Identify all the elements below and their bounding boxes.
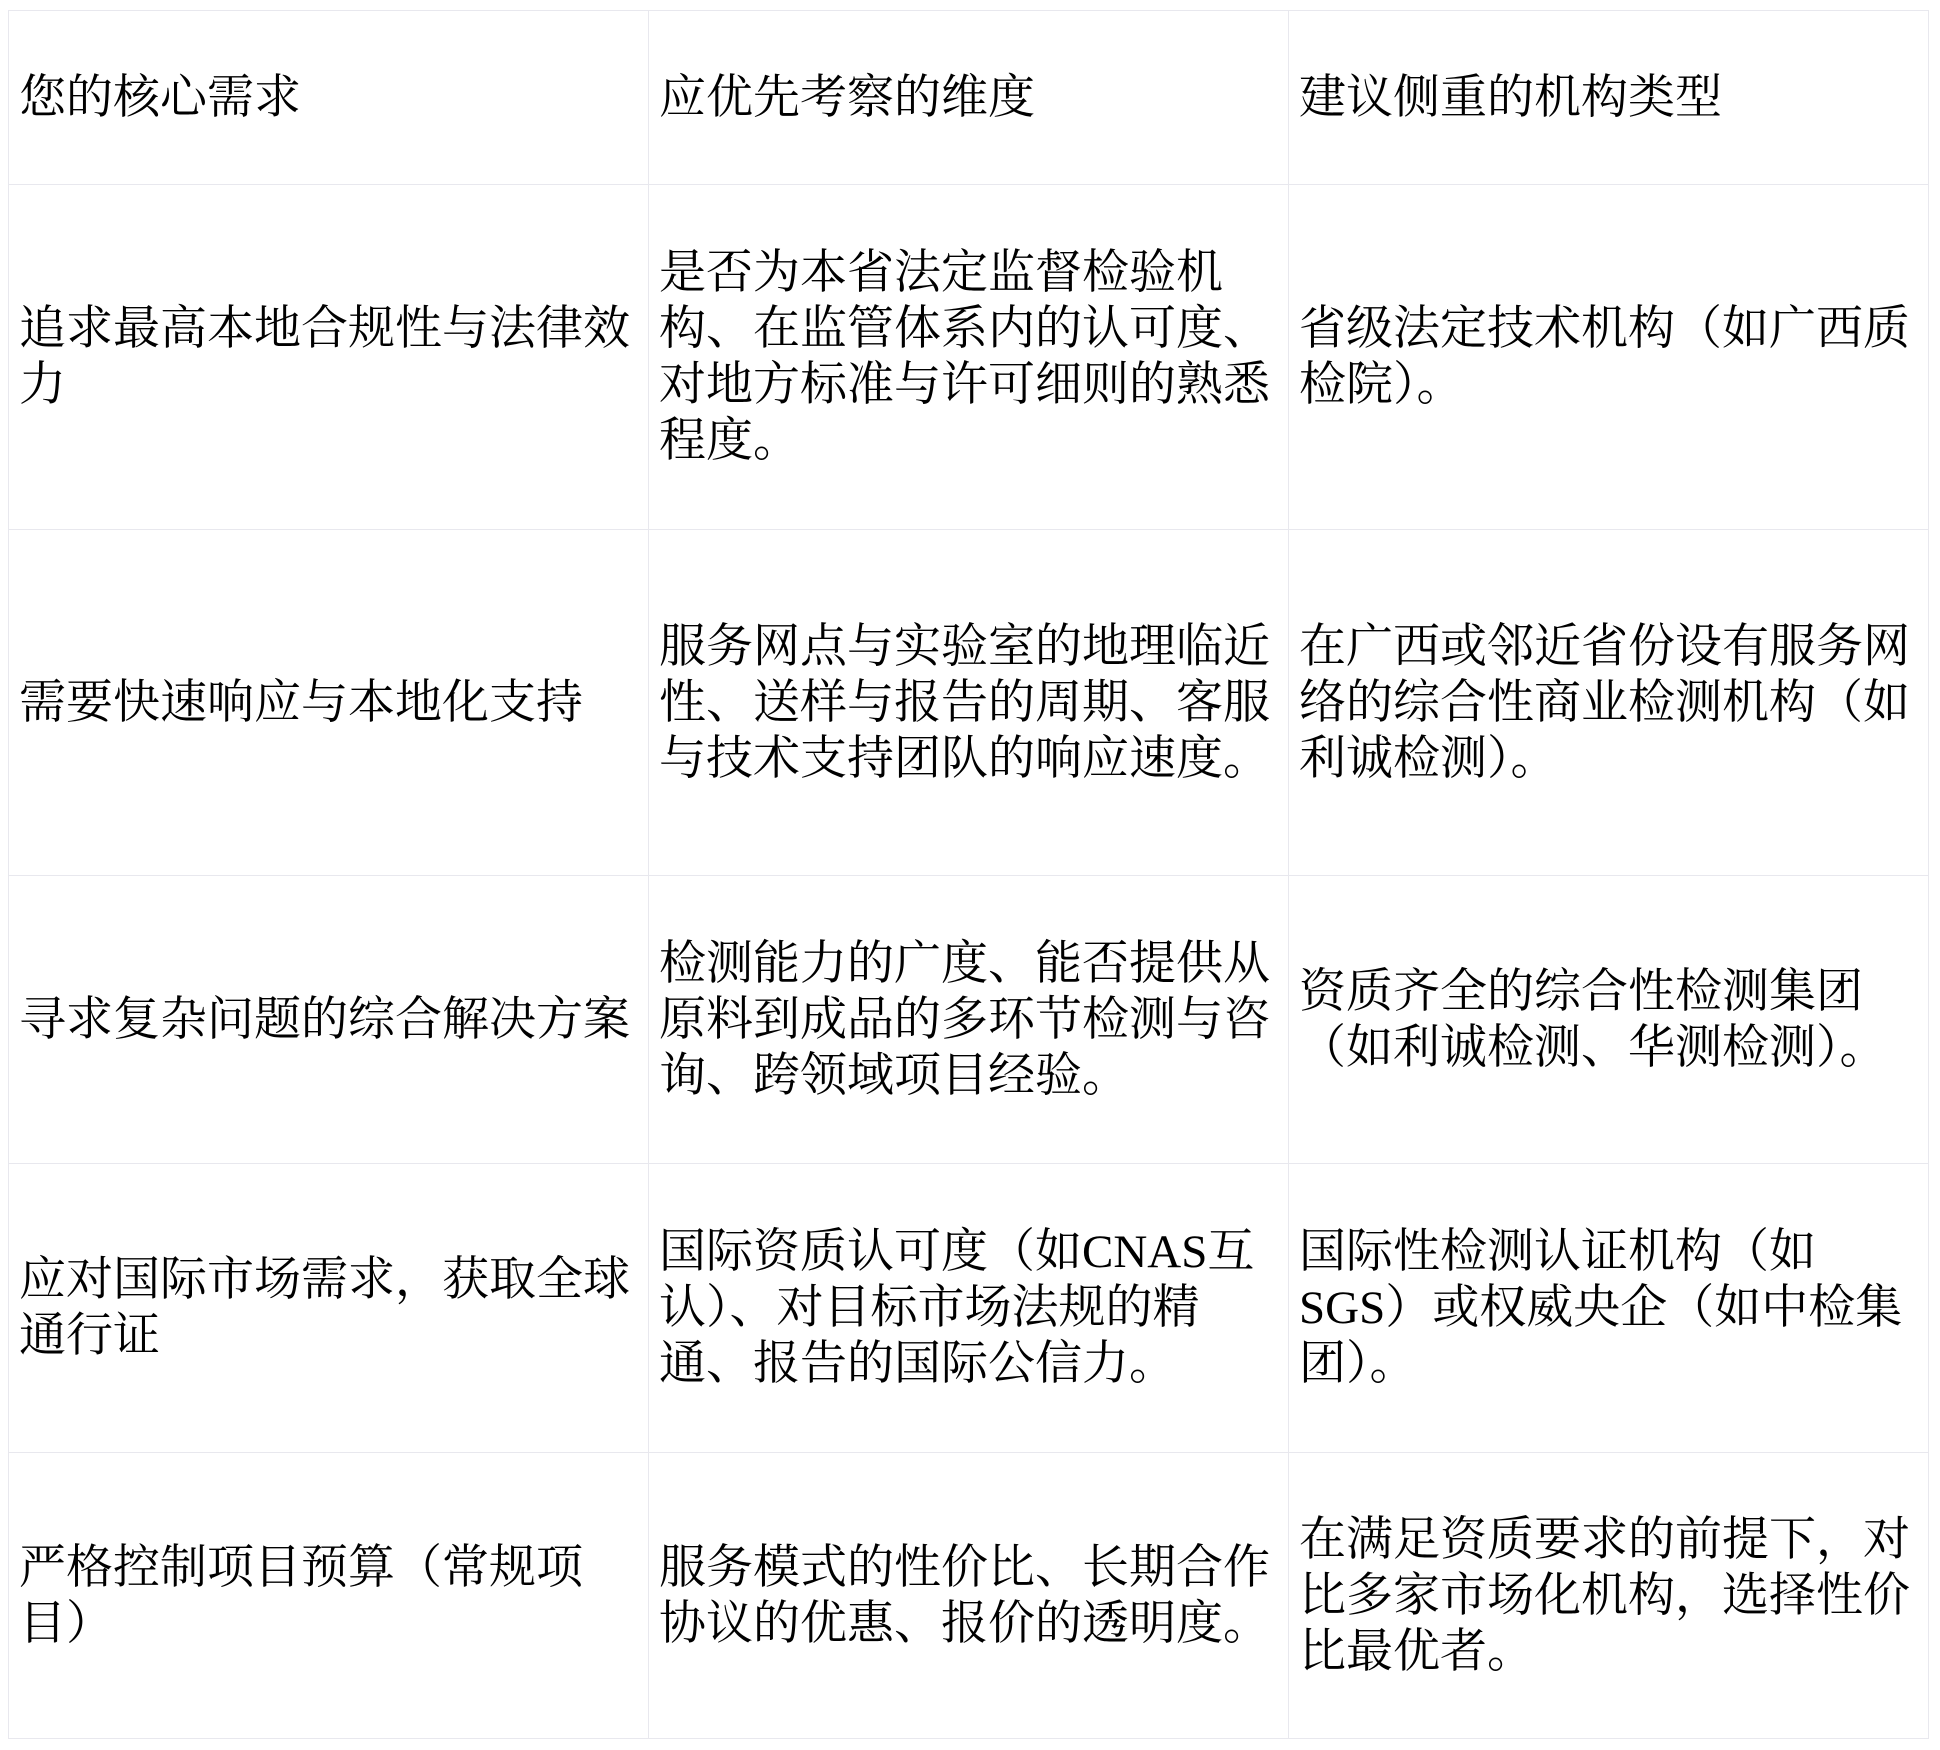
cell-dimension: 是否为本省法定监督检验机构、在监管体系内的认可度、对地方标准与许可细则的熟悉程度。 bbox=[649, 185, 1289, 530]
header-row bbox=[9, 11, 1929, 185]
cell-institution: 省级法定技术机构（如广西质检院）。 bbox=[1289, 185, 1929, 530]
cell-institution: 国际性检测认证机构（如SGS）或权威央企（如中检集团）。 bbox=[1289, 1164, 1929, 1453]
cell-dimension: 服务模式的性价比、长期合作协议的优惠、报价的透明度。 bbox=[649, 1453, 1289, 1739]
table-row bbox=[9, 185, 1929, 530]
table-row bbox=[9, 530, 1929, 876]
cell-dimension: 服务网点与实验室的地理临近性、送样与报告的周期、客服与技术支持团队的响应速度。 bbox=[649, 530, 1289, 876]
column-header-dimensions: 应优先考察的维度 bbox=[649, 11, 1289, 185]
column-header-core-need: 您的核心需求 bbox=[9, 11, 649, 185]
cell-need: 需要快速响应与本地化支持 bbox=[9, 530, 649, 876]
table-row bbox=[9, 1164, 1929, 1453]
table-row bbox=[9, 1453, 1929, 1739]
column-header-institution-type: 建议侧重的机构类型 bbox=[1289, 11, 1929, 185]
table-row bbox=[9, 876, 1929, 1164]
cell-institution: 在满足资质要求的前提下，对比多家市场化机构，选择性价比最优者。 bbox=[1289, 1453, 1929, 1739]
cell-dimension: 检测能力的广度、能否提供从原料到成品的多环节检测与咨询、跨领域项目经验。 bbox=[649, 876, 1289, 1164]
cell-need: 寻求复杂问题的综合解决方案 bbox=[9, 876, 649, 1164]
cell-need: 应对国际市场需求，获取全球通行证 bbox=[9, 1164, 649, 1453]
cell-institution: 在广西或邻近省份设有服务网络的综合性商业检测机构（如利诚检测）。 bbox=[1289, 530, 1929, 876]
comparison-table bbox=[8, 10, 1929, 1739]
cell-dimension: 国际资质认可度（如CNAS互认）、对目标市场法规的精通、报告的国际公信力。 bbox=[649, 1164, 1289, 1453]
cell-need: 严格控制项目预算（常规项目） bbox=[9, 1453, 649, 1739]
cell-need: 追求最高本地合规性与法律效力 bbox=[9, 185, 649, 530]
cell-institution: 资质齐全的综合性检测集团（如利诚检测、华测检测）。 bbox=[1289, 876, 1929, 1164]
